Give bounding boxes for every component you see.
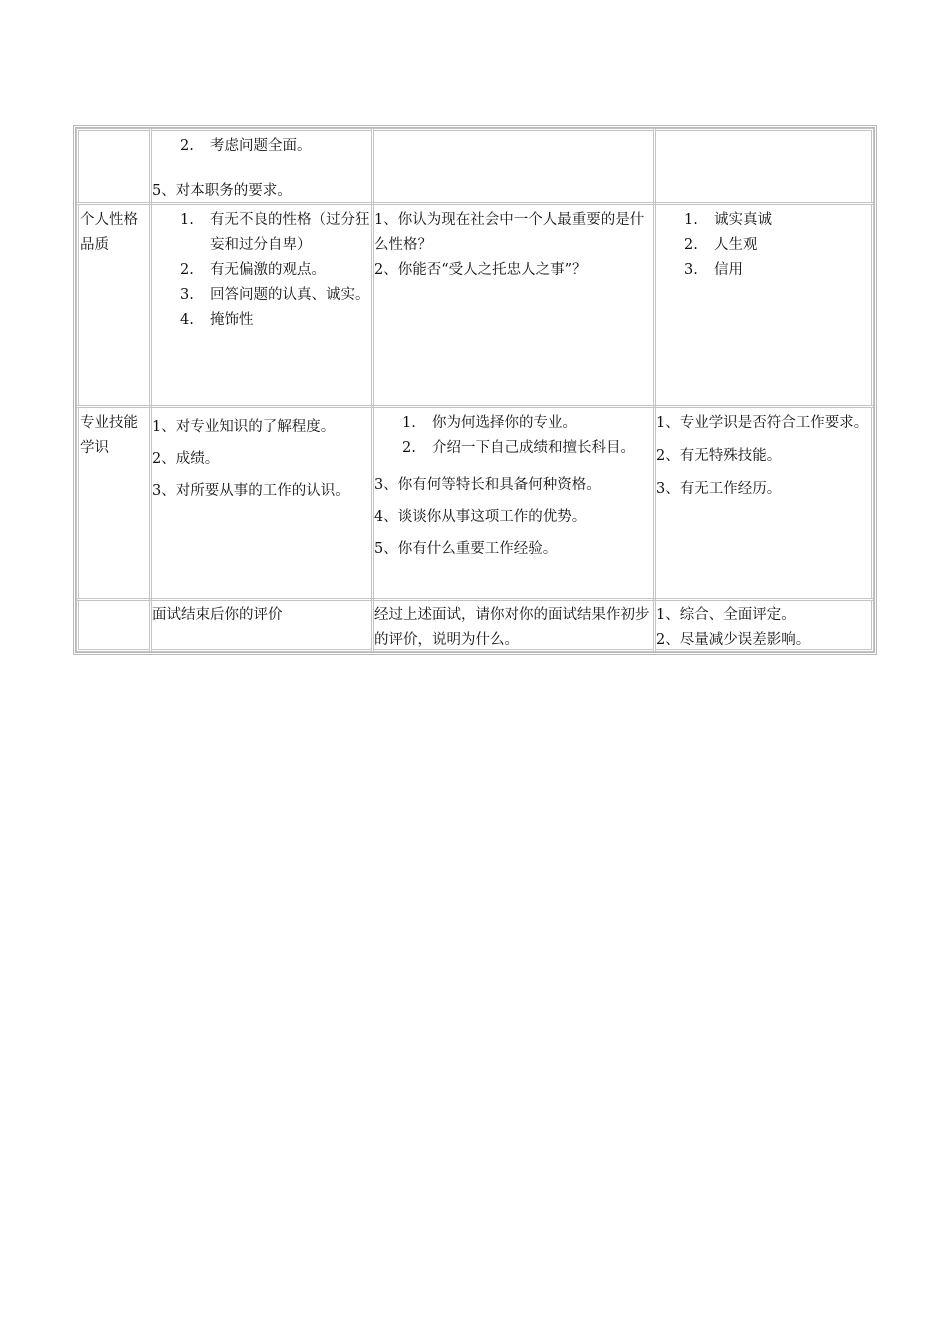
point-line: 2、有无特殊技能。 [656, 448, 782, 464]
row1-points-list [656, 208, 871, 283]
row3-questions-cell [371, 598, 656, 652]
row0-criteria-cell [149, 128, 374, 205]
question-line: 5、你有什么重要工作经验。 [374, 541, 558, 557]
list-item: 1. 你为何选择你的专业。 [402, 415, 577, 431]
row0-criteria-list [152, 134, 371, 159]
point-line: 1、综合、全面评定。 [656, 607, 796, 623]
point-line: 2、尽量减少误差影响。 [656, 632, 811, 648]
list-item: 1. 诚实真诚 [684, 212, 772, 228]
row2-points-cell [653, 405, 874, 601]
row1-criteria-cell [149, 202, 374, 408]
criteria-line: 2、成绩。 [152, 451, 220, 467]
question-line: 4、谈谈你从事这项工作的优势。 [374, 509, 587, 525]
criteria-line: 面试结束后你的评价 [152, 607, 283, 623]
point-line: 3、有无工作经历。 [656, 481, 782, 497]
row1-category-cell [76, 202, 152, 408]
row2-questions-list [374, 411, 653, 461]
interview-table [73, 125, 877, 655]
list-item: 2. 有无偏激的观点。 [180, 262, 326, 278]
category-label: 个人性格品质 [80, 212, 138, 253]
list-item: 2. 介绍一下自己成绩和擅长科目。 [402, 440, 635, 456]
list-item: 3. 回答问题的认真、诚实。 [180, 287, 370, 303]
question-line: 3、你有何等特长和具备何种资格。 [374, 477, 601, 493]
question-line: 1、你认为现在社会中一个人最重要的是什么性格？ [374, 212, 645, 253]
list-item: 1. 有无不良的性格（过分狂妄和过分自卑） [180, 212, 370, 253]
row0-points-cell [653, 128, 874, 205]
row3-criteria-cell [149, 598, 374, 652]
point-line: 1、专业学识是否符合工作要求。 [656, 415, 869, 431]
list-item: 4. 掩饰性 [180, 312, 254, 328]
row2-questions-cell [371, 405, 656, 601]
list-item: 3. 信用 [684, 262, 743, 278]
category-label: 专业技能学识 [80, 415, 138, 456]
question-line: 2、你能否“受人之托忠人之事”？ [374, 262, 587, 278]
row2-criteria-cell [149, 405, 374, 601]
row3-category-cell [76, 598, 152, 652]
criteria-line: 5、对本职务的要求。 [152, 183, 292, 199]
criteria-line: 3、对所要从事的工作的认识。 [152, 483, 350, 499]
row0-category-cell [76, 128, 152, 205]
criteria-line: 1、对专业知识的了解程度。 [152, 419, 336, 435]
row2-category-cell [76, 405, 152, 601]
list-item: 2. 人生观 [684, 237, 758, 253]
question-line: 经过上述面试，请你对你的面试结果作初步的评价，说明为什么。 [374, 607, 650, 648]
list-item: 2. 考虑问题全面。 [180, 138, 312, 154]
row1-points-cell [653, 202, 874, 408]
row1-questions-cell [371, 202, 656, 408]
row1-criteria-list [152, 208, 371, 333]
row3-points-cell [653, 598, 874, 652]
row0-questions-cell [371, 128, 656, 205]
